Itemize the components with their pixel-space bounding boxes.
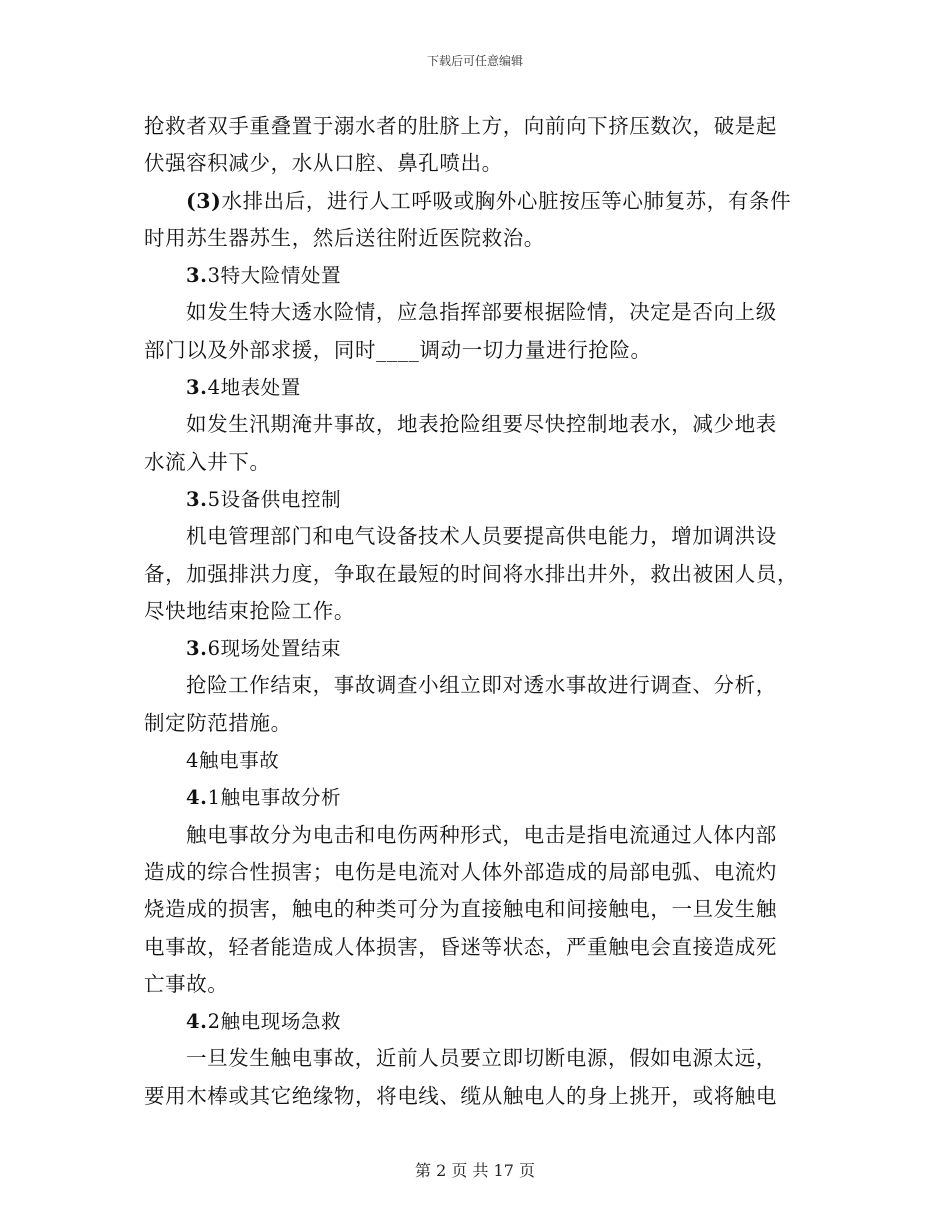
- text-line: 时用苏生器苏生，然后送往附近医院救治。: [144, 225, 545, 250]
- section-heading: [144, 481, 812, 518]
- heading-number: 3.: [186, 487, 208, 511]
- heading-number: 4.: [186, 1010, 208, 1034]
- text-line: 部门以及外部求援，同时____调动一切力量进行抢险。: [144, 337, 652, 362]
- text-line: 要用木棒或其它绝缘物，将电线、缆从触电人的身上挑开，或将触电: [144, 1083, 777, 1108]
- section-heading: 4触电事故: [186, 749, 280, 773]
- text-line: 抢救者双手重叠置于溺水者的肚脐上方，向前向下挤压数次，破是起: [144, 114, 777, 138]
- text-line: 备，加强排洪力度，争取在最短的时间将水排出井外，救出被困人员，: [144, 561, 799, 586]
- heading-number: 3.: [186, 637, 208, 661]
- section-heading: [144, 257, 812, 294]
- text-line: 水流入井下。: [144, 449, 271, 474]
- text-line: 制定防范措施。: [144, 710, 292, 735]
- page-header: 下载后可任意编辑: [426, 54, 523, 68]
- heading-number: 3.: [186, 264, 208, 288]
- text-line: 如发生特大透水险情，应急指挥部要根据险情，决定是否向上级: [186, 300, 777, 325]
- heading-text: 3特大险情处置: [207, 264, 342, 288]
- section-heading: [144, 630, 812, 667]
- heading-text: 5设备供电控制: [207, 487, 342, 511]
- section-heading: [144, 1003, 812, 1040]
- text-line: 机电管理部门和电气设备技术人员要提高供电能力，增加调洪设: [186, 524, 777, 549]
- heading-text: 4地表处置: [207, 376, 301, 400]
- heading-text: 2触电现场急救: [207, 1010, 342, 1034]
- document-body: [144, 108, 812, 1115]
- text-line: 伏强容积减少，水从口腔、鼻孔喷出。: [144, 151, 503, 176]
- text-line: 尽快地结束抢险工作。: [144, 598, 355, 623]
- text-line: 亡事故。: [144, 971, 229, 996]
- heading-number: 4.: [186, 786, 208, 810]
- section-heading: [144, 369, 812, 406]
- text-line: 如发生汛期淹井事故，地表抢险组要尽快控制地表水，减少地表: [186, 412, 777, 437]
- section-heading: [144, 779, 812, 816]
- heading-number: 3.: [186, 376, 208, 400]
- text-line: 抢险工作结束，事故调查小组立即对透水事故进行调查、分析，: [186, 673, 777, 698]
- text-line: 触电事故分为电击和电伤两种形式，电击是指电流通过人体内部: [186, 822, 777, 847]
- text-line: 一旦发生触电事故，近前人员要立即切断电源，假如电源太远，: [186, 1046, 777, 1071]
- paragraph-line: [144, 183, 812, 220]
- text-span: 水排出后，进行人工呼吸或胸外心脏按压等心肺复苏，有条件: [221, 188, 792, 213]
- text-line: 造成的综合性损害；电伤是电流对人体外部造成的局部电弧、电流灼: [144, 859, 777, 884]
- heading-text: 1触电事故分析: [207, 786, 342, 810]
- page-footer: 第 2 页 共 17 页: [415, 1161, 535, 1180]
- text-line: 电事故，轻者能造成人体损害，昏迷等状态，严重触电会直接造成死: [144, 934, 777, 959]
- list-number: (3): [186, 188, 222, 213]
- text-line: 烧造成的损害，触电的种类可分为直接触电和间接触电，一旦发生触: [144, 897, 777, 922]
- heading-text: 6现场处置结束: [207, 637, 342, 661]
